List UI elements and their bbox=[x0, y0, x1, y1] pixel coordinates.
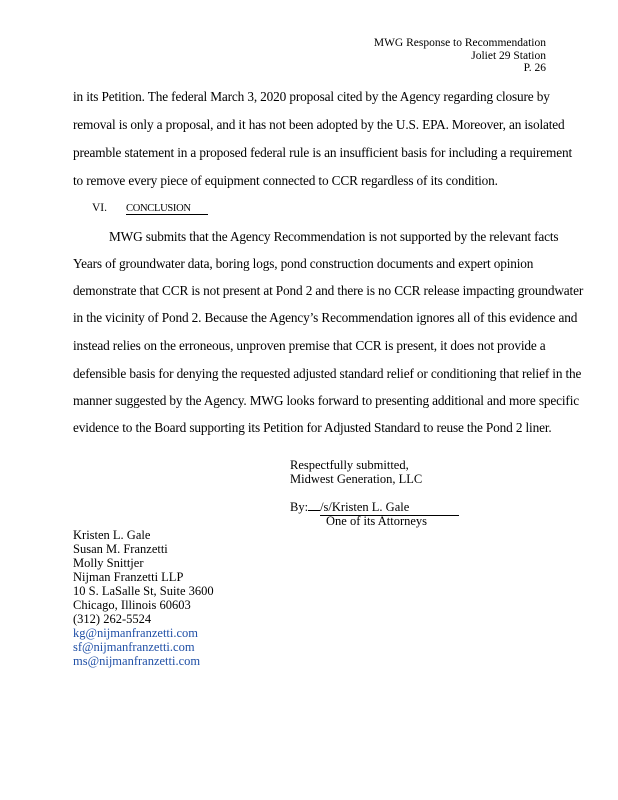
attorney-contacts bbox=[73, 528, 214, 668]
text-line: MWG submits that the Agency Recommendation is not supported by the relevant facts bbox=[109, 229, 559, 244]
header-page-number: P. 26 bbox=[523, 62, 546, 74]
header-station: Joliet 29 Station bbox=[471, 49, 546, 62]
section-heading bbox=[92, 202, 208, 215]
text-line: removal is only a proposal, and it has not been adopted by the U.S. EPA. Moreover, an isolated bbox=[73, 117, 565, 132]
page-header bbox=[374, 37, 546, 75]
text-line: evidence to the Board supporting its Petition for Adjusted Standard to reuse the Pond 2 liner. bbox=[73, 420, 552, 435]
text-line: manner suggested by the Agency. MWG looks forward to presenting additional and more specific bbox=[73, 393, 579, 408]
text-line: instead relies on the erroneous, unproven premise that CCR is present, it does not provide a bbox=[73, 338, 546, 353]
text-line: in its Petition. The federal March 3, 2020 proposal cited by the Agency regarding closure by bbox=[73, 89, 550, 104]
closing-text: Respectfully submitted, bbox=[290, 458, 409, 472]
text-line: to remove every piece of equipment connected to CCR regardless of its condition. bbox=[73, 173, 498, 188]
text-line: in the vicinity of Pond 2. Because the Agency’s Recommendation ignores all of this evidence and bbox=[73, 310, 578, 325]
attorney-name: Kristen L. Gale bbox=[73, 528, 151, 542]
header-title: MWG Response to Recommendation bbox=[373, 37, 546, 49]
address-line: Chicago, Illinois 60603 bbox=[73, 598, 191, 612]
text-line: defensible basis for denying the requested adjusted standard relief or conditioning that relief in the bbox=[73, 366, 582, 381]
text-line: Years of groundwater data, boring logs, pond construction documents and expert opinion bbox=[73, 256, 534, 271]
attorney-name: Susan M. Franzetti bbox=[73, 542, 168, 556]
signer-role: One of its Attorneys bbox=[326, 514, 428, 528]
section-title: CONCLUSION bbox=[126, 203, 208, 215]
email-link[interactable]: sf@nijmanfranzetti.com bbox=[73, 640, 195, 654]
attorney-name: Molly Snittjer bbox=[73, 556, 144, 570]
text-line: preamble statement in a proposed federal rule is an insufficient basis for including a requirement bbox=[73, 145, 573, 160]
signature-block bbox=[290, 458, 422, 486]
section-number: VI. bbox=[92, 202, 108, 214]
signature-underline bbox=[308, 510, 320, 511]
email-link[interactable]: ms@nijmanfranzetti.com bbox=[73, 654, 201, 668]
address-line: 10 S. LaSalle St, Suite 3600 bbox=[73, 584, 214, 598]
by-label: By: bbox=[290, 500, 309, 514]
firm-name: Nijman Franzetti LLP bbox=[73, 570, 184, 584]
phone-number: (312) 262-5524 bbox=[73, 612, 152, 626]
text-line: demonstrate that CCR is not present at Pond 2 and there is no CCR release impacting groundwater bbox=[73, 283, 584, 298]
company-name: Midwest Generation, LLC bbox=[290, 472, 423, 486]
signer-name: /s/Kristen L. Gale bbox=[320, 500, 459, 516]
email-link[interactable]: kg@nijmanfranzetti.com bbox=[73, 626, 199, 640]
